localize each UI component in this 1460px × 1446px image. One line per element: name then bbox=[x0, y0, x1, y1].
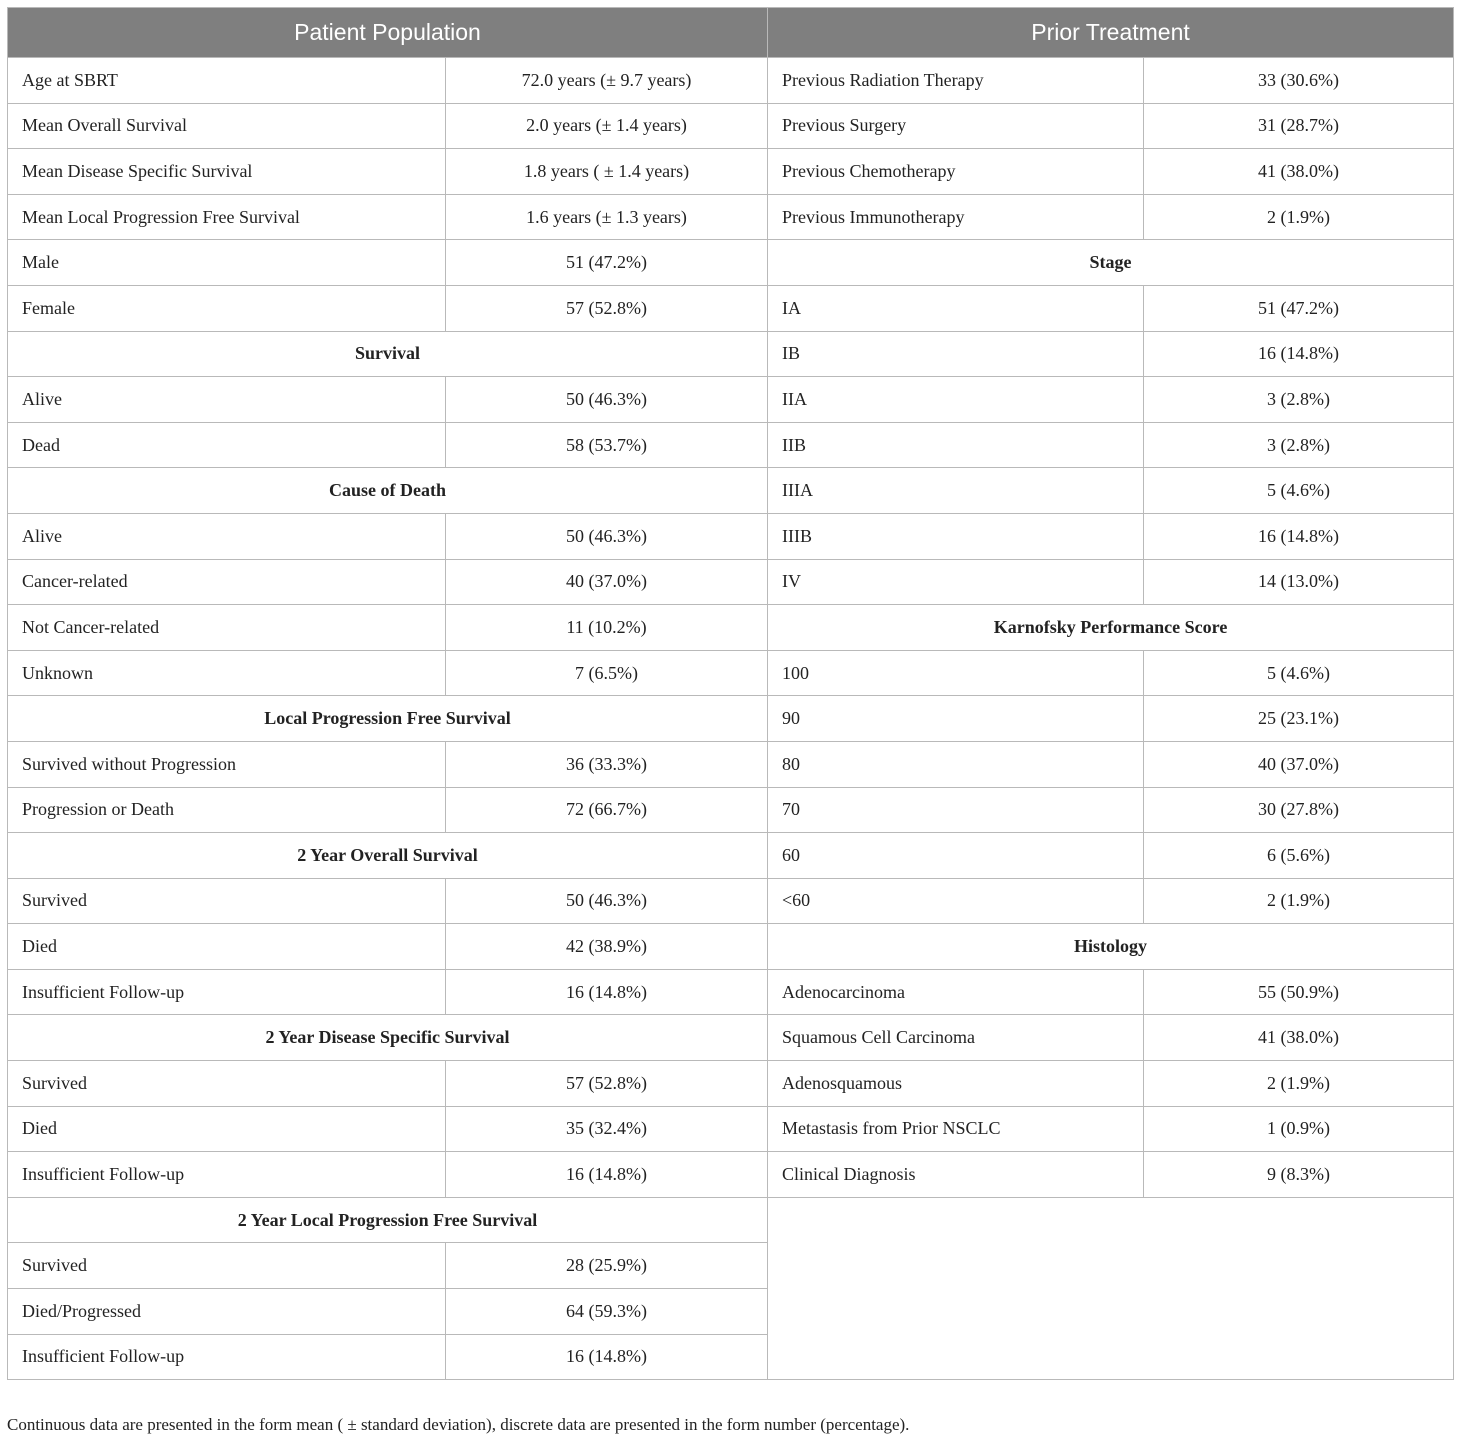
left-row-value: 7 (6.5%) bbox=[446, 650, 768, 696]
right-row-value: 31 (28.7%) bbox=[1144, 103, 1454, 149]
left-row-label: Cancer-related bbox=[8, 559, 446, 605]
table-row bbox=[8, 605, 1454, 651]
left-row-value: 51 (47.2%) bbox=[446, 240, 768, 286]
right-row-label: IIIB bbox=[768, 513, 1144, 559]
right-row-label: IIA bbox=[768, 377, 1144, 423]
left-row-label: Unknown bbox=[8, 650, 446, 696]
table-row bbox=[8, 559, 1454, 605]
table-row bbox=[8, 58, 1454, 104]
left-row-value: 2.0 years (± 1.4 years) bbox=[446, 103, 768, 149]
right-row-value: 3 (2.8%) bbox=[1144, 422, 1454, 468]
left-row-value: 1.6 years (± 1.3 years) bbox=[446, 194, 768, 240]
right-row-value: 30 (27.8%) bbox=[1144, 787, 1454, 833]
left-row-value: 57 (52.8%) bbox=[446, 1061, 768, 1107]
table-body bbox=[8, 58, 1454, 1380]
table-row bbox=[8, 741, 1454, 787]
table-row bbox=[8, 331, 1454, 377]
table-row bbox=[8, 103, 1454, 149]
left-section-header: Cause of Death bbox=[8, 468, 768, 514]
table-row bbox=[8, 149, 1454, 195]
right-row-value: 40 (37.0%) bbox=[1144, 741, 1454, 787]
right-row-label: Previous Immunotherapy bbox=[768, 194, 1144, 240]
left-row-value: 16 (14.8%) bbox=[446, 969, 768, 1015]
right-row-value: 5 (4.6%) bbox=[1144, 650, 1454, 696]
left-section-header: 2 Year Local Progression Free Survival bbox=[8, 1197, 768, 1243]
right-row-label: 70 bbox=[768, 787, 1144, 833]
right-row-label: 100 bbox=[768, 650, 1144, 696]
table-row bbox=[8, 1106, 1454, 1152]
table-header-row bbox=[8, 8, 1454, 58]
right-row-label: Metastasis from Prior NSCLC bbox=[768, 1106, 1144, 1152]
right-section-header: Karnofsky Performance Score bbox=[768, 605, 1454, 651]
left-row-label: Dead bbox=[8, 422, 446, 468]
left-row-value: 36 (33.3%) bbox=[446, 741, 768, 787]
patient-characteristics-table bbox=[7, 7, 1454, 1380]
left-row-value: 57 (52.8%) bbox=[446, 285, 768, 331]
left-row-label: Male bbox=[8, 240, 446, 286]
right-row-label: Clinical Diagnosis bbox=[768, 1152, 1144, 1198]
left-row-value: 35 (32.4%) bbox=[446, 1106, 768, 1152]
table-row bbox=[8, 1061, 1454, 1107]
left-row-value: 50 (46.3%) bbox=[446, 878, 768, 924]
table-row bbox=[8, 468, 1454, 514]
header-prior-treatment: Prior Treatment bbox=[768, 8, 1454, 58]
right-row-label: IV bbox=[768, 559, 1144, 605]
left-row-value: 16 (14.8%) bbox=[446, 1334, 768, 1380]
right-row-label: 60 bbox=[768, 833, 1144, 879]
right-row-value: 2 (1.9%) bbox=[1144, 1061, 1454, 1107]
right-row-label: IIB bbox=[768, 422, 1144, 468]
table-row bbox=[8, 924, 1454, 970]
left-row-label: Survived bbox=[8, 878, 446, 924]
right-row-value: 2 (1.9%) bbox=[1144, 194, 1454, 240]
right-row-value: 6 (5.6%) bbox=[1144, 833, 1454, 879]
left-row-value: 50 (46.3%) bbox=[446, 377, 768, 423]
right-row-value: 25 (23.1%) bbox=[1144, 696, 1454, 742]
right-row-label: Previous Chemotherapy bbox=[768, 149, 1144, 195]
right-row-value: 9 (8.3%) bbox=[1144, 1152, 1454, 1198]
table-row bbox=[8, 1015, 1454, 1061]
right-section-header: Histology bbox=[768, 924, 1454, 970]
left-row-label: Insufficient Follow-up bbox=[8, 1334, 446, 1380]
table-row bbox=[8, 696, 1454, 742]
table-row bbox=[8, 1197, 1454, 1243]
right-row-label: 80 bbox=[768, 741, 1144, 787]
left-row-label: Survived bbox=[8, 1243, 446, 1289]
right-row-label: Squamous Cell Carcinoma bbox=[768, 1015, 1144, 1061]
left-row-value: 1.8 years ( ± 1.4 years) bbox=[446, 149, 768, 195]
left-row-value: 28 (25.9%) bbox=[446, 1243, 768, 1289]
left-row-label: Survived bbox=[8, 1061, 446, 1107]
left-row-label: Mean Overall Survival bbox=[8, 103, 446, 149]
right-row-value: 16 (14.8%) bbox=[1144, 513, 1454, 559]
left-row-label: Mean Disease Specific Survival bbox=[8, 149, 446, 195]
left-row-label: Survived without Progression bbox=[8, 741, 446, 787]
left-row-label: Mean Local Progression Free Survival bbox=[8, 194, 446, 240]
table-row bbox=[8, 240, 1454, 286]
right-row-label: <60 bbox=[768, 878, 1144, 924]
right-row-value: 5 (4.6%) bbox=[1144, 468, 1454, 514]
table-row bbox=[8, 1152, 1454, 1198]
left-section-header: Local Progression Free Survival bbox=[8, 696, 768, 742]
left-row-label: Insufficient Follow-up bbox=[8, 969, 446, 1015]
left-row-value: 40 (37.0%) bbox=[446, 559, 768, 605]
left-row-label: Age at SBRT bbox=[8, 58, 446, 104]
table-row bbox=[8, 787, 1454, 833]
table-row bbox=[8, 833, 1454, 879]
right-row-value: 33 (30.6%) bbox=[1144, 58, 1454, 104]
left-row-label: Alive bbox=[8, 377, 446, 423]
right-row-value: 2 (1.9%) bbox=[1144, 878, 1454, 924]
table-row bbox=[8, 650, 1454, 696]
right-row-label: Adenocarcinoma bbox=[768, 969, 1144, 1015]
left-row-label: Died bbox=[8, 1106, 446, 1152]
right-section-header: Stage bbox=[768, 240, 1454, 286]
right-row-value: 16 (14.8%) bbox=[1144, 331, 1454, 377]
left-row-value: 42 (38.9%) bbox=[446, 924, 768, 970]
right-row-value: 55 (50.9%) bbox=[1144, 969, 1454, 1015]
left-row-label: Died bbox=[8, 924, 446, 970]
right-row-value: 14 (13.0%) bbox=[1144, 559, 1454, 605]
left-section-header: Survival bbox=[8, 331, 768, 377]
empty-cell bbox=[768, 1197, 1454, 1379]
right-row-value: 41 (38.0%) bbox=[1144, 149, 1454, 195]
left-row-value: 50 (46.3%) bbox=[446, 513, 768, 559]
right-row-label: 90 bbox=[768, 696, 1144, 742]
left-row-value: 11 (10.2%) bbox=[446, 605, 768, 651]
right-row-label: Adenosquamous bbox=[768, 1061, 1144, 1107]
left-row-value: 58 (53.7%) bbox=[446, 422, 768, 468]
left-row-label: Died/Progressed bbox=[8, 1289, 446, 1335]
table-row bbox=[8, 194, 1454, 240]
right-row-value: 51 (47.2%) bbox=[1144, 285, 1454, 331]
left-row-label: Alive bbox=[8, 513, 446, 559]
right-row-label: IIIA bbox=[768, 468, 1144, 514]
table-row bbox=[8, 969, 1454, 1015]
header-patient-population: Patient Population bbox=[8, 8, 768, 58]
table-footnote: Continuous data are presented in the form mean ( ± standard deviation), discrete data are presented in the form number (percentage). bbox=[7, 1415, 910, 1434]
left-section-header: 2 Year Disease Specific Survival bbox=[8, 1015, 768, 1061]
left-section-header: 2 Year Overall Survival bbox=[8, 833, 768, 879]
table-row bbox=[8, 285, 1454, 331]
left-row-label: Not Cancer-related bbox=[8, 605, 446, 651]
right-row-label: Previous Surgery bbox=[768, 103, 1144, 149]
table-container bbox=[7, 7, 1453, 1380]
left-row-label: Insufficient Follow-up bbox=[8, 1152, 446, 1198]
left-row-label: Female bbox=[8, 285, 446, 331]
left-row-value: 16 (14.8%) bbox=[446, 1152, 768, 1198]
left-row-label: Progression or Death bbox=[8, 787, 446, 833]
left-row-value: 72.0 years (± 9.7 years) bbox=[446, 58, 768, 104]
table-row bbox=[8, 513, 1454, 559]
right-row-value: 1 (0.9%) bbox=[1144, 1106, 1454, 1152]
left-row-value: 64 (59.3%) bbox=[446, 1289, 768, 1335]
right-row-label: IB bbox=[768, 331, 1144, 377]
table-row bbox=[8, 878, 1454, 924]
left-row-value: 72 (66.7%) bbox=[446, 787, 768, 833]
table-row bbox=[8, 377, 1454, 423]
table-row bbox=[8, 422, 1454, 468]
right-row-label: Previous Radiation Therapy bbox=[768, 58, 1144, 104]
right-row-value: 3 (2.8%) bbox=[1144, 377, 1454, 423]
right-row-label: IA bbox=[768, 285, 1144, 331]
right-row-value: 41 (38.0%) bbox=[1144, 1015, 1454, 1061]
